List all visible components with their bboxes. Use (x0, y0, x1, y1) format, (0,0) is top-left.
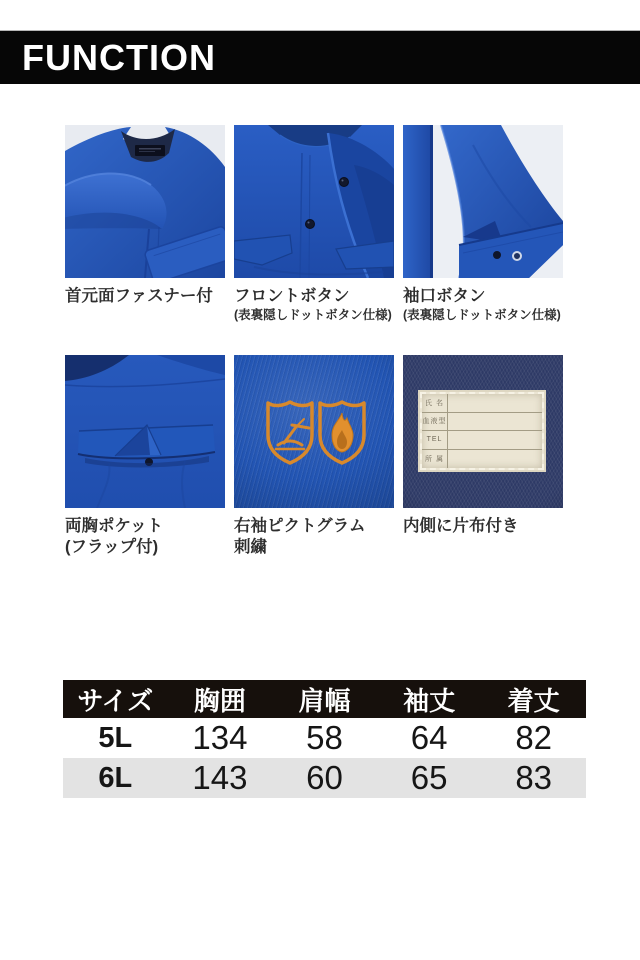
col-header-chest: 胸囲 (193, 685, 246, 716)
name-label-key: 血液型 (422, 413, 448, 431)
size-row-5l (63, 718, 586, 758)
name-label-key: 所 属 (422, 450, 448, 469)
feature-caption: 右袖ピクトグラム (234, 517, 366, 535)
chest-pocket-photo (65, 355, 225, 508)
feature-caption: 内側に片布付き (403, 517, 519, 535)
feature-caption: 首元面ファスナー付 (65, 287, 213, 305)
size-row-6l (63, 758, 586, 798)
inner-label-photo (403, 355, 563, 508)
feature-caption: 袖口ボタン (403, 287, 486, 305)
snap-button-icon (306, 220, 315, 229)
feature-grid (65, 125, 563, 585)
welding-protection-shield-icon (268, 402, 312, 463)
value-cell: 134 (192, 719, 248, 756)
front-buttons-photo (234, 125, 394, 278)
brand-label (135, 145, 165, 156)
feature-subcaption: (フラップ付) (65, 537, 159, 556)
feature-caption: フロントボタン (234, 287, 350, 305)
col-header-sleeve: 袖丈 (403, 685, 456, 716)
feature-inner-label (403, 355, 563, 585)
name-label-row (422, 431, 542, 450)
pocket-photo-art (65, 355, 225, 508)
collar-photo-art (65, 125, 225, 278)
feature-subcaption: (表裏隠しドットボタン仕様) (403, 307, 561, 322)
name-label-key: TEL (422, 431, 448, 449)
feature-pictogram-embroidery (234, 355, 394, 585)
name-label-row (422, 394, 542, 413)
feature-subcaption: 刺繍 (234, 537, 267, 556)
feature-caption: 両胸ポケット (65, 517, 164, 535)
col-header-length: 着丈 (507, 685, 560, 716)
col-header-shoulder: 肩幅 (298, 685, 351, 716)
pictogram-photo (234, 355, 394, 508)
snap-button-icon (340, 178, 349, 187)
front-photo-art (234, 125, 394, 278)
name-label-row (422, 413, 542, 432)
cuff-photo-art (403, 125, 563, 278)
function-banner-title: FUNCTION (22, 36, 216, 78)
size-cell: 5L (98, 721, 133, 754)
value-cell: 65 (410, 759, 448, 796)
value-cell: 82 (515, 719, 553, 756)
flame-protection-shield-icon (320, 402, 364, 463)
feature-collar-zipper (65, 125, 225, 355)
size-cell: 6L (98, 761, 133, 794)
size-table-header (63, 680, 586, 718)
value-cell: 58 (306, 719, 343, 756)
collar-zipper-photo (65, 125, 225, 278)
value-cell: 143 (192, 759, 248, 796)
feature-front-buttons (234, 125, 394, 355)
col-header-size: サイズ (77, 685, 154, 716)
feature-cuff-button (403, 125, 563, 355)
name-label (420, 392, 544, 470)
feature-chest-pocket (65, 355, 225, 585)
feature-subcaption: (表裏隠しドットボタン仕様) (234, 307, 392, 322)
size-table (63, 680, 586, 798)
cuff-snap-button-icon (493, 251, 501, 259)
cuff-eyelet-icon (513, 252, 521, 260)
pictogram-art (234, 355, 394, 508)
value-cell: 64 (410, 719, 448, 756)
function-banner (0, 30, 640, 84)
value-cell: 83 (515, 759, 553, 796)
name-label-row (422, 450, 542, 469)
value-cell: 60 (306, 759, 343, 796)
cuff-button-photo (403, 125, 563, 278)
name-label-key: 氏 名 (422, 394, 448, 412)
